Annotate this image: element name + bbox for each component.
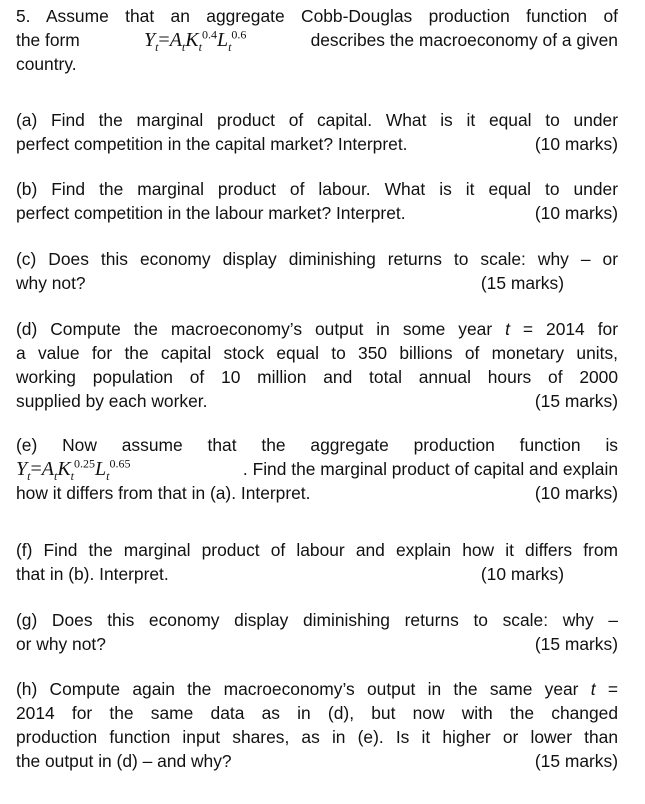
part-b-marks: (10 marks) bbox=[534, 203, 618, 223]
part-h-line-1: (h) Compute again the macroeconomy’s output in the same year t = bbox=[16, 679, 618, 699]
part-d bbox=[16, 317, 618, 413]
part-f bbox=[16, 538, 618, 586]
part-a bbox=[16, 108, 618, 156]
part-d-line-2: a value for the capital stock equal to 350 billions of monetary units, bbox=[16, 343, 618, 363]
q5-line-1: 5. Assume that an aggregate Cobb-Douglas production function of bbox=[16, 6, 618, 26]
part-b-line-1: (b) Find the marginal product of labour. What is it equal to under bbox=[16, 179, 618, 199]
part-g-marks: (15 marks) bbox=[534, 634, 618, 654]
part-d-line-4 bbox=[16, 389, 618, 413]
part-c-line-2-text: why not? bbox=[16, 273, 86, 293]
production-function-formula-1: $Y_t=A_tK_t^{0.4}L_t^{0.6}$ bbox=[143, 27, 247, 54]
part-e-line-3 bbox=[16, 481, 618, 505]
part-b-line-2-text: perfect competition in the labour market? Interpret. bbox=[16, 203, 406, 223]
part-e-line-3-text: how it differs from that in (a). Interpret. bbox=[16, 483, 311, 503]
q5-line-2-post: describes the macroeconomy of a given bbox=[310, 30, 618, 50]
part-b-line-2 bbox=[16, 201, 618, 225]
part-f-marks: (10 marks) bbox=[480, 564, 564, 584]
part-c-marks: (15 marks) bbox=[480, 273, 564, 293]
part-g-line-1: (g) Does this economy display diminishing returns to scale: why – bbox=[16, 610, 618, 630]
part-b bbox=[16, 177, 618, 225]
part-g-line-2-text: or why not? bbox=[16, 634, 106, 654]
part-c-line-2 bbox=[16, 271, 564, 295]
question-5-intro bbox=[16, 4, 618, 76]
production-function-formula-2: $Y_t=A_tK_t^{0.25}L_t^{0.65}$ bbox=[16, 456, 131, 483]
part-f-line-1: (f) Find the marginal product of labour and explain how it differs from bbox=[16, 540, 618, 560]
part-a-line-2 bbox=[16, 132, 618, 156]
part-g-line-2 bbox=[16, 632, 618, 656]
part-d-marks: (15 marks) bbox=[534, 391, 618, 411]
part-g bbox=[16, 608, 618, 656]
part-d-line-4-text: supplied by each worker. bbox=[16, 391, 208, 411]
part-a-marks: (10 marks) bbox=[534, 134, 618, 154]
part-a-line-2-text: perfect competition in the capital market? Interpret. bbox=[16, 134, 408, 154]
part-c bbox=[16, 247, 618, 295]
q5-line-3: country. bbox=[16, 54, 77, 74]
q5-line-2 bbox=[16, 28, 618, 52]
part-f-line-2 bbox=[16, 562, 564, 586]
part-d-line-1: (d) Compute the macroeconomy’s output in some year t = 2014 for bbox=[16, 319, 618, 339]
part-h-marks: (15 marks) bbox=[534, 751, 618, 771]
part-h-line-4 bbox=[16, 749, 618, 773]
part-h bbox=[16, 677, 618, 773]
part-e-line-2-text: . Find the marginal product of capital and explain bbox=[242, 459, 618, 479]
part-h-line-2: 2014 for the same data as in (d), but now with the changed bbox=[16, 703, 618, 723]
part-f-line-2-text: that in (b). Interpret. bbox=[16, 564, 169, 584]
part-c-line-1: (c) Does this economy display diminishing returns to scale: why – or bbox=[16, 249, 618, 269]
part-h-line-4-text: the output in (d) – and why? bbox=[16, 751, 232, 771]
part-e-marks: (10 marks) bbox=[534, 483, 618, 503]
part-a-line-1: (a) Find the marginal product of capital. What is it equal to under bbox=[16, 110, 618, 130]
part-e-line-2 bbox=[16, 457, 618, 481]
part-h-line-3: production function input shares, as in (e). Is it higher or lower than bbox=[16, 727, 618, 747]
part-e-line-1: (e) Now assume that the aggregate production function is bbox=[16, 435, 618, 455]
part-e bbox=[16, 433, 618, 505]
q5-line-2-pre: the form bbox=[16, 30, 80, 50]
part-d-line-3: working population of 10 million and total annual hours of 2000 bbox=[16, 367, 618, 387]
